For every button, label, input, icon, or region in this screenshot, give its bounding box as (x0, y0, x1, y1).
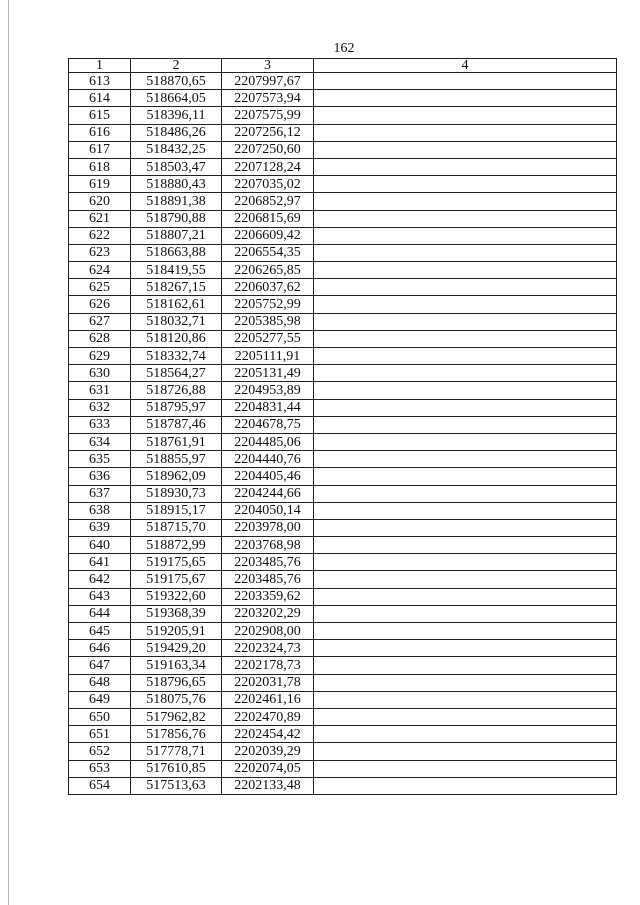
column-header-1: 1 (69, 59, 131, 73)
table-row (69, 468, 617, 485)
y-coordinate-cell: 2202074,05 (222, 760, 314, 777)
table-row (69, 777, 617, 794)
y-coordinate-cell: 2205277,55 (222, 330, 314, 347)
y-coordinate-cell: 2205111,91 (222, 348, 314, 365)
table-row (69, 657, 617, 674)
point-number-cell: 627 (69, 313, 131, 330)
point-number-cell: 651 (69, 726, 131, 743)
point-number-cell: 642 (69, 571, 131, 588)
x-coordinate-cell: 518332,74 (131, 348, 222, 365)
table-row (69, 399, 617, 416)
table-row (69, 124, 617, 141)
table-row (69, 227, 617, 244)
point-number-cell: 636 (69, 468, 131, 485)
x-coordinate-cell: 519205,91 (131, 623, 222, 640)
table-row (69, 416, 617, 433)
point-number-cell: 628 (69, 330, 131, 347)
note-cell (314, 193, 617, 210)
y-coordinate-cell: 2205385,98 (222, 313, 314, 330)
table-row (69, 502, 617, 519)
y-coordinate-cell: 2207250,60 (222, 141, 314, 158)
table-row (69, 296, 617, 313)
y-coordinate-cell: 2206815,69 (222, 210, 314, 227)
table-row (69, 571, 617, 588)
point-number-cell: 640 (69, 537, 131, 554)
y-coordinate-cell: 2205752,99 (222, 296, 314, 313)
point-number-cell: 648 (69, 674, 131, 691)
table-row (69, 279, 617, 296)
y-coordinate-cell: 2203978,00 (222, 519, 314, 536)
table-row (69, 760, 617, 777)
point-number-cell: 632 (69, 399, 131, 416)
x-coordinate-cell: 518872,99 (131, 537, 222, 554)
point-number-cell: 654 (69, 777, 131, 794)
x-coordinate-cell: 518120,86 (131, 330, 222, 347)
column-header-2: 2 (131, 59, 222, 73)
x-coordinate-cell: 518663,88 (131, 244, 222, 261)
note-cell (314, 433, 617, 450)
x-coordinate-cell: 518807,21 (131, 227, 222, 244)
note-cell (314, 708, 617, 725)
y-coordinate-cell: 2206554,35 (222, 244, 314, 261)
table-row (69, 262, 617, 279)
y-coordinate-cell: 2202031,78 (222, 674, 314, 691)
note-cell (314, 262, 617, 279)
x-coordinate-cell: 519322,60 (131, 588, 222, 605)
y-coordinate-cell: 2202470,89 (222, 708, 314, 725)
point-number-cell: 626 (69, 296, 131, 313)
note-cell (314, 537, 617, 554)
x-coordinate-cell: 518267,15 (131, 279, 222, 296)
note-cell (314, 244, 617, 261)
table-row (69, 743, 617, 760)
point-number-cell: 646 (69, 640, 131, 657)
table-row (69, 107, 617, 124)
x-coordinate-cell: 518032,71 (131, 313, 222, 330)
y-coordinate-cell: 2207997,67 (222, 73, 314, 90)
y-coordinate-cell: 2204678,75 (222, 416, 314, 433)
table-row (69, 537, 617, 554)
x-coordinate-cell: 518396,11 (131, 107, 222, 124)
x-coordinate-cell: 519175,67 (131, 571, 222, 588)
point-number-cell: 634 (69, 433, 131, 450)
table-row (69, 158, 617, 175)
point-number-cell: 631 (69, 382, 131, 399)
point-number-cell: 616 (69, 124, 131, 141)
y-coordinate-cell: 2202324,73 (222, 640, 314, 657)
point-number-cell: 624 (69, 262, 131, 279)
x-coordinate-cell: 517962,82 (131, 708, 222, 725)
x-coordinate-cell: 517610,85 (131, 760, 222, 777)
x-coordinate-cell: 518503,47 (131, 158, 222, 175)
point-number-cell: 641 (69, 554, 131, 571)
point-number-cell: 617 (69, 141, 131, 158)
table-row (69, 382, 617, 399)
point-number-cell: 644 (69, 605, 131, 622)
note-cell (314, 502, 617, 519)
x-coordinate-cell: 518796,65 (131, 674, 222, 691)
point-number-cell: 643 (69, 588, 131, 605)
note-cell (314, 210, 617, 227)
column-header-4: 4 (314, 59, 617, 73)
note-cell (314, 605, 617, 622)
y-coordinate-cell: 2204050,14 (222, 502, 314, 519)
x-coordinate-cell: 518891,38 (131, 193, 222, 210)
y-coordinate-cell: 2202133,48 (222, 777, 314, 794)
y-coordinate-cell: 2202908,00 (222, 623, 314, 640)
x-coordinate-cell: 517778,71 (131, 743, 222, 760)
note-cell (314, 571, 617, 588)
y-coordinate-cell: 2204953,89 (222, 382, 314, 399)
x-coordinate-cell: 518726,88 (131, 382, 222, 399)
note-cell (314, 657, 617, 674)
x-coordinate-cell: 518419,55 (131, 262, 222, 279)
x-coordinate-cell: 518162,61 (131, 296, 222, 313)
x-coordinate-cell: 518075,76 (131, 691, 222, 708)
x-coordinate-cell: 518855,97 (131, 451, 222, 468)
note-cell (314, 158, 617, 175)
note-cell (314, 399, 617, 416)
note-cell (314, 313, 617, 330)
point-number-cell: 613 (69, 73, 131, 90)
y-coordinate-cell: 2203359,62 (222, 588, 314, 605)
y-coordinate-cell: 2202454,42 (222, 726, 314, 743)
note-cell (314, 90, 617, 107)
point-number-cell: 629 (69, 348, 131, 365)
table-row (69, 554, 617, 571)
point-number-cell: 630 (69, 365, 131, 382)
point-number-cell: 652 (69, 743, 131, 760)
table-row (69, 674, 617, 691)
x-coordinate-cell: 518915,17 (131, 502, 222, 519)
x-coordinate-cell: 518761,91 (131, 433, 222, 450)
x-coordinate-cell: 518564,27 (131, 365, 222, 382)
note-cell (314, 227, 617, 244)
table-row (69, 691, 617, 708)
y-coordinate-cell: 2204405,46 (222, 468, 314, 485)
point-number-cell: 619 (69, 176, 131, 193)
table-row (69, 588, 617, 605)
x-coordinate-cell: 518715,70 (131, 519, 222, 536)
note-cell (314, 519, 617, 536)
point-number-cell: 650 (69, 708, 131, 725)
y-coordinate-cell: 2204244,66 (222, 485, 314, 502)
table-row (69, 605, 617, 622)
point-number-cell: 635 (69, 451, 131, 468)
page-number: 162 (333, 41, 355, 56)
note-cell (314, 279, 617, 296)
page-margin-line (8, 0, 9, 905)
point-number-cell: 653 (69, 760, 131, 777)
point-number-cell: 637 (69, 485, 131, 502)
note-cell (314, 330, 617, 347)
x-coordinate-cell: 518790,88 (131, 210, 222, 227)
y-coordinate-cell: 2207573,94 (222, 90, 314, 107)
y-coordinate-cell: 2203485,76 (222, 571, 314, 588)
point-number-cell: 633 (69, 416, 131, 433)
note-cell (314, 416, 617, 433)
table-row (69, 141, 617, 158)
x-coordinate-cell: 519163,34 (131, 657, 222, 674)
note-cell (314, 485, 617, 502)
x-coordinate-cell: 518795,97 (131, 399, 222, 416)
point-number-cell: 614 (69, 90, 131, 107)
y-coordinate-cell: 2207035,02 (222, 176, 314, 193)
table-row (69, 348, 617, 365)
y-coordinate-cell: 2206609,42 (222, 227, 314, 244)
point-number-cell: 615 (69, 107, 131, 124)
point-number-cell: 622 (69, 227, 131, 244)
x-coordinate-cell: 519368,39 (131, 605, 222, 622)
x-coordinate-cell: 519175,65 (131, 554, 222, 571)
point-number-cell: 647 (69, 657, 131, 674)
table-row (69, 623, 617, 640)
note-cell (314, 296, 617, 313)
note-cell (314, 107, 617, 124)
y-coordinate-cell: 2202178,73 (222, 657, 314, 674)
point-number-cell: 645 (69, 623, 131, 640)
note-cell (314, 743, 617, 760)
note-cell (314, 73, 617, 90)
y-coordinate-cell: 2204440,76 (222, 451, 314, 468)
table-row (69, 485, 617, 502)
point-number-cell: 639 (69, 519, 131, 536)
note-cell (314, 176, 617, 193)
note-cell (314, 760, 617, 777)
table-row (69, 451, 617, 468)
table-row (69, 433, 617, 450)
point-number-cell: 625 (69, 279, 131, 296)
table-row (69, 519, 617, 536)
y-coordinate-cell: 2205131,49 (222, 365, 314, 382)
y-coordinate-cell: 2206037,62 (222, 279, 314, 296)
note-cell (314, 451, 617, 468)
point-number-cell: 649 (69, 691, 131, 708)
y-coordinate-cell: 2206852,97 (222, 193, 314, 210)
point-number-cell: 623 (69, 244, 131, 261)
y-coordinate-cell: 2202461,16 (222, 691, 314, 708)
table-body (69, 73, 617, 795)
note-cell (314, 726, 617, 743)
x-coordinate-cell: 517856,76 (131, 726, 222, 743)
table-row (69, 73, 617, 90)
note-cell (314, 691, 617, 708)
note-cell (314, 674, 617, 691)
y-coordinate-cell: 2206265,85 (222, 262, 314, 279)
point-number-cell: 621 (69, 210, 131, 227)
x-coordinate-cell: 518930,73 (131, 485, 222, 502)
note-cell (314, 124, 617, 141)
x-coordinate-cell: 518880,43 (131, 176, 222, 193)
table-row (69, 708, 617, 725)
note-cell (314, 141, 617, 158)
x-coordinate-cell: 519429,20 (131, 640, 222, 657)
table-row (69, 90, 617, 107)
table-row (69, 365, 617, 382)
table-row (69, 176, 617, 193)
y-coordinate-cell: 2204485,06 (222, 433, 314, 450)
note-cell (314, 640, 617, 657)
table-row (69, 640, 617, 657)
note-cell (314, 588, 617, 605)
table-header-row (69, 59, 617, 73)
column-header-3: 3 (222, 59, 314, 73)
table-row (69, 313, 617, 330)
point-number-cell: 638 (69, 502, 131, 519)
x-coordinate-cell: 517513,63 (131, 777, 222, 794)
y-coordinate-cell: 2203485,76 (222, 554, 314, 571)
x-coordinate-cell: 518486,26 (131, 124, 222, 141)
note-cell (314, 365, 617, 382)
point-number-cell: 620 (69, 193, 131, 210)
y-coordinate-cell: 2203202,29 (222, 605, 314, 622)
note-cell (314, 623, 617, 640)
note-cell (314, 348, 617, 365)
x-coordinate-cell: 518787,46 (131, 416, 222, 433)
table-row (69, 244, 617, 261)
coordinates-table (68, 58, 617, 795)
y-coordinate-cell: 2207575,99 (222, 107, 314, 124)
x-coordinate-cell: 518664,05 (131, 90, 222, 107)
point-number-cell: 618 (69, 158, 131, 175)
table-row (69, 210, 617, 227)
y-coordinate-cell: 2207256,12 (222, 124, 314, 141)
y-coordinate-cell: 2204831,44 (222, 399, 314, 416)
y-coordinate-cell: 2207128,24 (222, 158, 314, 175)
note-cell (314, 382, 617, 399)
y-coordinate-cell: 2203768,98 (222, 537, 314, 554)
table-row (69, 726, 617, 743)
x-coordinate-cell: 518870,65 (131, 73, 222, 90)
note-cell (314, 777, 617, 794)
note-cell (314, 554, 617, 571)
note-cell (314, 468, 617, 485)
x-coordinate-cell: 518432,25 (131, 141, 222, 158)
table-row (69, 330, 617, 347)
x-coordinate-cell: 518962,09 (131, 468, 222, 485)
y-coordinate-cell: 2202039,29 (222, 743, 314, 760)
table-row (69, 193, 617, 210)
